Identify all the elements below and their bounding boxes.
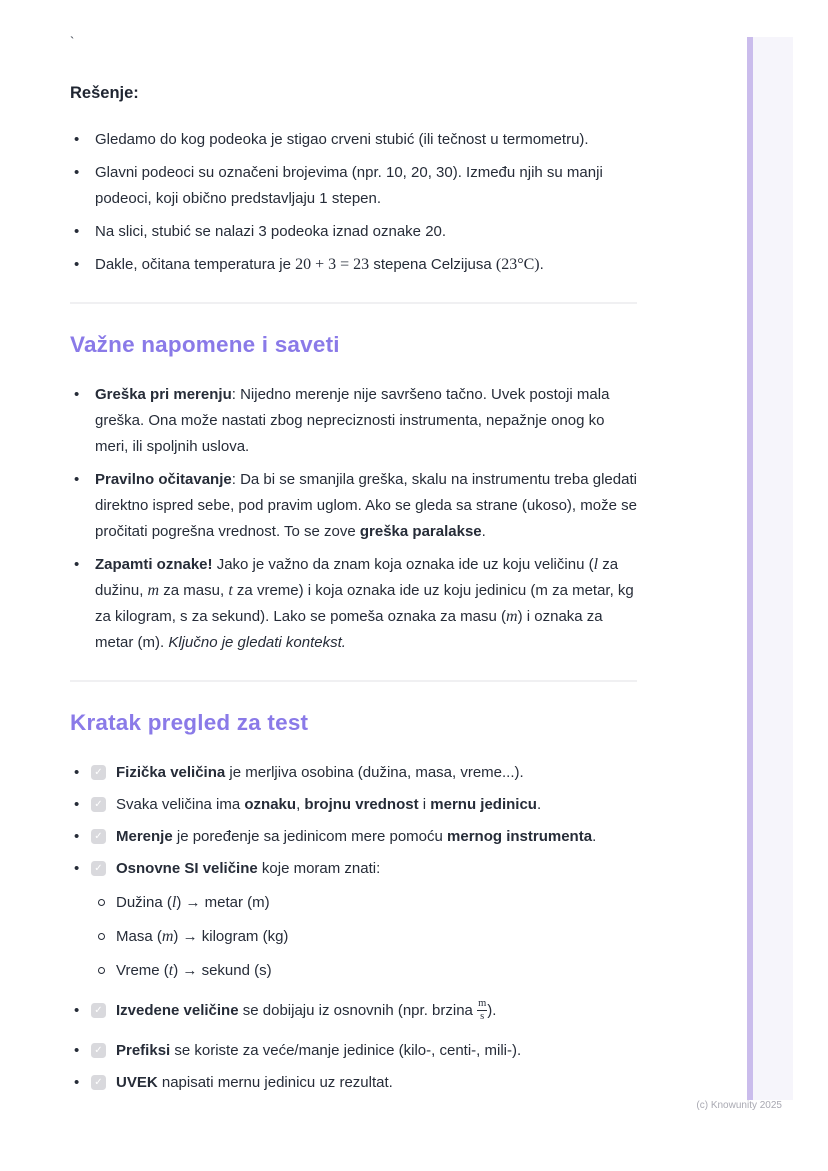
text-segment: je poređenje sa jedinicom mere pomoću (172, 828, 448, 845)
text-segment: za masu, (159, 582, 229, 599)
list-item-text: Gledamo do kog podeoka je stigao crveni stubić (ili tečnost u termometru). (95, 131, 589, 148)
bold-term: mernu jedinicu (430, 796, 537, 813)
sub-list-item (97, 958, 637, 984)
math-variable: m (161, 928, 174, 945)
checkbox-checked-icon: ✓ (91, 829, 106, 844)
list-item (70, 382, 637, 460)
text-segment: je merljiva osobina (dužina, masa, vreme...). (225, 764, 524, 781)
checkbox-checked-icon: ✓ (91, 1043, 106, 1058)
bold-term: greška paralakse (359, 523, 482, 540)
list-item-text: Na slici, stubić se nalazi 3 podeoka iznad oznake 20. (95, 223, 447, 240)
italic-text: Ključno je gledati kontekst. (168, 634, 346, 651)
list-item-text (116, 1038, 637, 1064)
text-segment: napisati mernu jedinicu uz rezultat. (157, 1074, 393, 1091)
checklist-item (70, 792, 637, 818)
list-item-text (116, 924, 637, 950)
bullet-icon: • (74, 1042, 80, 1059)
bold-term: Izvedene veličine (116, 1002, 239, 1019)
text-segment: Masa ( (116, 928, 162, 945)
bold-term: Osnovne SI veličine (116, 860, 258, 877)
text-segment: za vreme) i koja oznaka ide uz koju jedinicu (m za metar, kg za kilogram, s za sekund). Lako se pomeša oznaka za masu ( (95, 582, 634, 625)
text-segment: ) i oznaka za metar (m). (95, 608, 603, 651)
review-checklist (70, 760, 637, 882)
bold-term: Merenje (116, 828, 173, 845)
bold-term: oznaku (244, 796, 297, 813)
list-item (70, 252, 637, 278)
math-expression: (23°C) (495, 256, 540, 273)
solution-heading: Rešenje: (70, 84, 139, 102)
text-segment: Dužina ( (116, 894, 172, 911)
bold-term: Pravilno očitavanje (95, 471, 232, 488)
list-item-text (95, 252, 637, 278)
notes-list (70, 382, 637, 656)
math-variable: t (228, 582, 233, 599)
math-variable: l (171, 894, 177, 911)
text-segment: : Nijedno merenje nije savršeno tačno. Uvek postoji mala greška. Ona može nastati zbog nepreciznosti instrumenta, nepažnje onog ko meri, ili spoljnih uslova. (95, 386, 610, 455)
bullet-icon: • (74, 1074, 80, 1091)
section-divider (70, 302, 637, 304)
bold-term: brojnu vrednost (304, 796, 419, 813)
sub-list-item (97, 924, 637, 950)
list-item-text (116, 824, 637, 850)
list-item (70, 219, 637, 245)
bold-term: Zapamti oznake! (95, 556, 213, 573)
list-item-text (116, 958, 637, 984)
text-segment: . (481, 523, 486, 540)
list-item-text (116, 760, 637, 786)
text-segment: Dakle, očitana temperatura je (95, 256, 296, 273)
text-segment: stepena Celzijusa (369, 256, 496, 273)
list-item-text (95, 552, 637, 656)
text-segment: i (418, 796, 431, 813)
list-item (70, 127, 637, 153)
fraction-denominator: s (480, 1011, 485, 1022)
bullet-icon: • (74, 223, 80, 240)
list-item-text (95, 467, 637, 545)
fraction-numerator: m (478, 998, 487, 1010)
text-segment: ). (487, 1002, 497, 1019)
list-item (70, 552, 637, 656)
text-segment: se dobijaju iz osnovnih (npr. brzina (238, 1002, 478, 1019)
checkbox-checked-icon: ✓ (91, 797, 106, 812)
checklist-item (70, 998, 637, 1024)
si-units-sublist (97, 890, 637, 984)
checklist-item (70, 824, 637, 850)
sub-list-item (97, 890, 637, 916)
text-segment: . (539, 256, 544, 273)
checkbox-checked-icon: ✓ (91, 1075, 106, 1090)
checklist-item (70, 1038, 637, 1064)
bold-term: Prefiksi (116, 1042, 171, 1059)
list-item-text (95, 382, 637, 460)
bold-term: Fizička veličina (116, 764, 226, 781)
bullet-icon: • (74, 764, 80, 781)
checkbox-checked-icon: ✓ (91, 765, 106, 780)
section-divider (70, 680, 637, 682)
list-item (70, 467, 637, 545)
next-page-panel (753, 37, 793, 1100)
text-segment: , (296, 796, 305, 813)
math-variable: m (506, 608, 518, 625)
text-segment: : Da bi se smanjila greška, skalu na instrumentu treba gledati direktno ispred sebe, pod pravim uglom. Ako se gleda sa strane (ukoso), može se pročitati pogrešna vrednost. To se zove (95, 471, 637, 540)
bold-term: Greška pri merenju (95, 386, 232, 403)
text-segment: Svaka veličina ima (116, 796, 245, 813)
checklist-item (70, 1070, 637, 1096)
circle-bullet-icon (98, 933, 105, 940)
text-segment: Jako je važno da znam koja oznaka ide uz koju veličinu ( (212, 556, 594, 573)
stray-character: ` (70, 34, 75, 49)
list-item-text (116, 856, 637, 882)
checkbox-checked-icon: ✓ (91, 861, 106, 876)
text-segment: ) → kilogram (kg) (173, 928, 289, 945)
solution-list (70, 127, 637, 278)
bullet-icon: • (74, 256, 80, 273)
text-segment: za dužinu, (95, 556, 619, 599)
bold-term: mernog instrumenta (447, 828, 593, 845)
text-segment: ) → sekund (s) (173, 962, 272, 979)
checkbox-checked-icon: ✓ (91, 1003, 106, 1018)
checklist-item (70, 856, 637, 882)
footer-credit: (c) Knowunity 2025 (696, 1100, 782, 1111)
text-segment: koje moram znati: (257, 860, 381, 877)
circle-bullet-icon (98, 967, 105, 974)
bullet-icon: • (74, 1002, 80, 1019)
list-item-text (116, 998, 637, 1024)
bullet-icon: • (74, 828, 80, 845)
math-variable: m (147, 582, 160, 599)
bullet-icon: • (74, 131, 80, 148)
text-segment: ) → metar (m) (176, 894, 270, 911)
section-heading-review: Kratak pregled za test (70, 710, 309, 735)
bullet-icon: • (74, 556, 80, 573)
fraction (477, 998, 487, 1022)
text-segment: Vreme ( (116, 962, 169, 979)
bullet-icon: • (74, 471, 80, 488)
text-segment: . (536, 796, 542, 813)
bullet-icon: • (74, 796, 80, 813)
list-item-text (116, 792, 637, 818)
circle-bullet-icon (98, 899, 105, 906)
math-variable: l (593, 556, 599, 573)
list-item-text: Glavni podeoci su označeni brojevima (npr. 10, 20, 30). Između njih su manji podeoci, koji obično predstavljaju 1 stepen. (95, 164, 603, 207)
list-item (70, 160, 637, 212)
list-item-text (116, 1070, 637, 1096)
bullet-icon: • (74, 164, 80, 181)
text-segment: . (592, 828, 597, 845)
review-checklist-continued (70, 998, 637, 1096)
bold-term: UVEK (116, 1074, 158, 1091)
text-segment: se koriste za veće/manje jedinice (kilo-, centi-, mili-). (170, 1042, 522, 1059)
list-item-text (116, 890, 637, 916)
bullet-icon: • (74, 860, 80, 877)
section-heading-notes: Važne napomene i saveti (70, 332, 340, 357)
bullet-icon: • (74, 386, 80, 403)
checklist-item (70, 760, 637, 786)
document-page (70, 0, 637, 1102)
math-expression: 20 + 3 = 23 (295, 256, 370, 273)
math-variable: t (168, 962, 174, 979)
